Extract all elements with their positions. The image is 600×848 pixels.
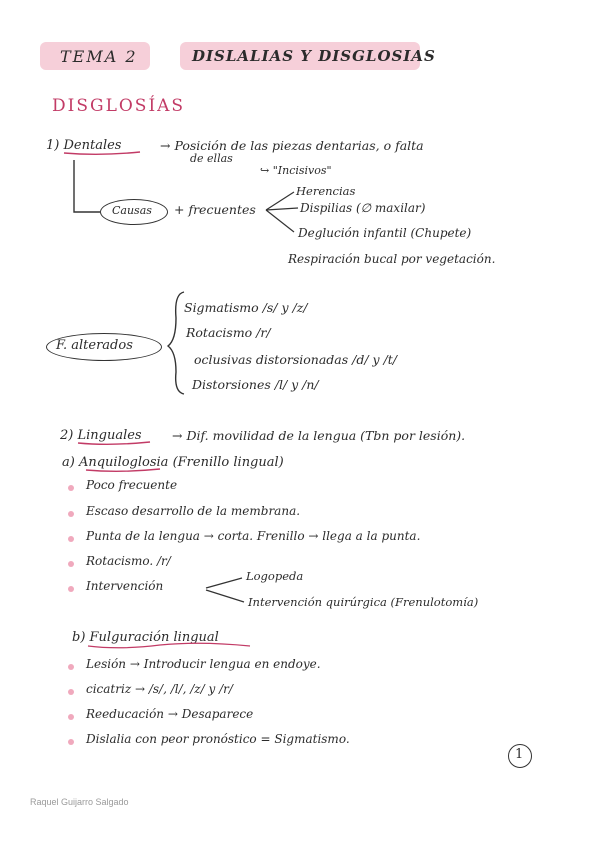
intervencion-option: Logopeda [246,569,304,583]
dentales-label: 1) Dentales [46,138,122,153]
frecuentes-label: + frecuentes [174,202,256,217]
linguales-label: 2) Linguales [60,428,142,443]
bullet-text: Dislalia con peor pronóstico = Sigmatismo. [86,732,350,746]
page-title: DISLALIAS Y DISGLOSIAS [192,47,436,65]
fulguracion-title: b) Fulguración lingual [72,630,219,645]
intervencion-option: Intervención quirúrgica (Frenulotomía) [248,595,479,609]
bullet-text: Reeducación → Desaparece [86,707,254,721]
cause-item: Herencias [296,184,356,198]
bullet-text: Intervención [86,579,164,593]
fonemas-label: F. alterados [56,338,133,353]
cause-item: Respiración bucal por vegetación. [288,252,496,266]
section-title: DISGLOSÍAS [52,96,186,116]
tema-label: TEMA 2 [60,47,138,66]
fonema-item: oclusivas distorsionadas /d/ y /t/ [194,352,397,367]
bullet-text: Escaso desarrollo de la membrana. [86,504,301,518]
bullet-text: Poco frecuente [86,478,178,492]
incisivos-note: ↪ "Incisivos" [260,164,332,177]
bullet-text: Punta de la lengua → corta. Frenillo → llega a la punta. [86,529,421,543]
fonema-item: Sigmatismo /s/ y /z/ [184,300,308,315]
cause-item: Deglución infantil (Chupete) [298,226,472,240]
cause-item: Dispilias (∅ maxilar) [300,201,426,215]
bullet-text: Lesión → Introducir lengua en endoye. [86,657,321,671]
dentales-desc-2: de ellas [190,152,233,165]
page-number: 1 [515,747,524,762]
dentales-desc-1: → Posición de las piezas dentarias, o falta [160,138,424,153]
linguales-desc: → Dif. movilidad de la lengua (Tbn por lesión). [172,428,466,443]
bullet-text: Rotacismo. /r/ [86,554,171,568]
fonema-item: Rotacismo /r/ [186,325,271,340]
bullet-text: cicatriz → /s/, /l/, /z/ y /r/ [86,682,233,696]
author-credit: Raquel Guijarro Salgado [30,797,129,807]
causas-label: Causas [112,204,152,217]
anquiloglosia-title: a) Anquiloglosia (Frenillo lingual) [62,455,284,470]
fonema-item: Distorsiones /l/ y /n/ [192,377,319,392]
